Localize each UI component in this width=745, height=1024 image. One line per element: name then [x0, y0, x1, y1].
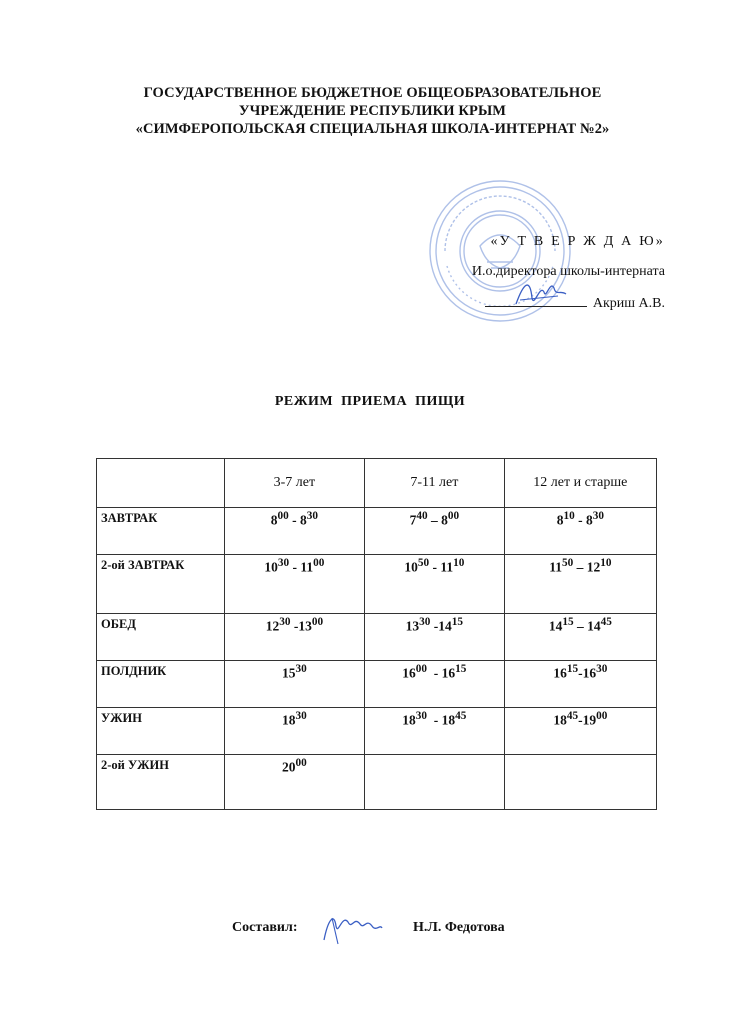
time-start-hour: 8 [556, 512, 564, 528]
time-start-hour: 16 [402, 665, 416, 681]
time-cell [504, 708, 656, 755]
organization-header [0, 84, 745, 138]
meal-name-cell: ЗАВТРАК [97, 508, 225, 555]
time-end-hour: 8 [585, 512, 593, 528]
time-end-minutes: 15 [455, 663, 467, 675]
time-cell [224, 708, 364, 755]
time-start-hour: 7 [409, 512, 417, 528]
time-start-minutes: 00 [415, 663, 428, 675]
time-separator: - [290, 618, 299, 634]
time-end-hour: 8 [300, 512, 307, 528]
time-cell [504, 661, 656, 708]
time-start-hour: 11 [549, 559, 562, 575]
time-separator: – [427, 512, 442, 528]
time-separator: – [573, 618, 588, 634]
approval-block [472, 232, 665, 314]
time-start-minutes: 30 [419, 616, 431, 628]
time-cell [365, 661, 505, 708]
meal-name-cell: УЖИН [97, 708, 225, 755]
time-cell [504, 755, 656, 810]
time-cell [365, 614, 505, 661]
time-end-hour: 8 [441, 512, 448, 528]
time-start-minutes: 30 [295, 663, 307, 675]
time-start-minutes: 30 [415, 710, 428, 722]
compiler-signature-icon [318, 906, 386, 948]
time-start-minutes: 15 [566, 663, 579, 675]
time-start-hour: 14 [548, 618, 563, 634]
time-end-hour: 16 [441, 665, 456, 681]
time-end-hour: 18 [441, 712, 456, 728]
time-start-hour: 20 [282, 759, 296, 775]
time-end-hour: 14 [438, 618, 452, 634]
org-line-1: ГОСУДАРСТВЕННОЕ БЮДЖЕТНОЕ ОБЩЕОБРАЗОВАТЕЛЬНОЕ [143, 85, 602, 101]
time-start-minutes: 30 [277, 557, 290, 569]
time-start-hour: 10 [264, 559, 278, 575]
compiled-by-label: Составил: [232, 920, 298, 935]
time-cell [365, 708, 505, 755]
time-start-minutes: 50 [561, 557, 574, 569]
time-separator: - [289, 559, 301, 575]
time-end-minutes: 30 [306, 510, 318, 522]
time-start-minutes: 50 [417, 557, 430, 569]
meal-name-cell: 2-ой ЗАВТРАК [97, 555, 225, 614]
time-start-hour: 18 [553, 712, 567, 728]
time-end-hour: 13 [298, 618, 312, 634]
approval-name: Акриш А.В. [592, 296, 665, 311]
director-signature-icon [510, 274, 570, 314]
time-start-minutes: 00 [295, 757, 307, 769]
org-line-2: УЧРЕЖДЕНИЕ РЕСПУБЛИКИ КРЫМ [238, 103, 507, 119]
time-end-hour: 12 [586, 559, 601, 575]
time-separator: - [578, 712, 583, 728]
meal-name-cell: ОБЕД [97, 614, 225, 661]
time-separator: - [429, 559, 441, 575]
table-row [97, 708, 657, 755]
document-title: РЕЖИМ ПРИЕМА ПИЩИ [274, 394, 466, 409]
time-start-hour: 10 [404, 559, 418, 575]
time-cell [504, 508, 656, 555]
meal-name-cell: ПОЛДНИК [97, 661, 225, 708]
time-end-hour: 19 [582, 712, 597, 728]
time-start-minutes: 00 [277, 510, 289, 522]
time-start-hour: 18 [282, 712, 296, 728]
time-start-minutes: 45 [566, 710, 579, 722]
time-cell [365, 555, 505, 614]
time-end-minutes: 00 [447, 510, 460, 522]
time-end-minutes: 45 [600, 616, 612, 628]
header-cell-age-3-7: 3-7 лет [224, 459, 364, 508]
time-start-minutes: 10 [563, 510, 575, 522]
time-separator: – [573, 559, 587, 575]
time-end-minutes: 45 [455, 710, 467, 722]
time-start-minutes: 30 [279, 616, 291, 628]
time-start-minutes: 40 [416, 510, 428, 522]
time-end-hour: 11 [440, 559, 454, 575]
time-start-hour: 12 [265, 618, 280, 634]
table-header-row [97, 459, 657, 508]
table-row [97, 661, 657, 708]
time-cell [224, 508, 364, 555]
time-cell [224, 661, 364, 708]
time-cell [365, 755, 505, 810]
time-separator: - [574, 512, 586, 528]
time-cell [504, 614, 656, 661]
time-end-minutes: 00 [311, 616, 324, 628]
header-cell-age-7-11: 7-11 лет [365, 459, 505, 508]
time-start-hour: 16 [553, 665, 567, 681]
time-cell [365, 508, 505, 555]
time-separator: - [427, 712, 442, 728]
meal-name-cell: 2-ой УЖИН [97, 755, 225, 810]
time-start-hour: 18 [402, 712, 416, 728]
time-end-minutes: 30 [592, 510, 604, 522]
approval-signature-line [472, 292, 665, 314]
header-cell-empty [97, 459, 225, 508]
time-end-minutes: 30 [596, 663, 608, 675]
time-cell [224, 755, 364, 810]
approval-title: «У Т В Е Р Ж Д А Ю» [490, 234, 665, 249]
meal-schedule-table [96, 458, 657, 810]
time-start-hour: 13 [405, 618, 420, 634]
org-line-3: «СИМФЕРОПОЛЬСКАЯ СПЕЦИАЛЬНАЯ ШКОЛА-ИНТЕРНАТ №2» [135, 121, 610, 137]
table-row [97, 508, 657, 555]
time-separator: - [288, 512, 300, 528]
time-end-hour: 11 [300, 559, 314, 575]
time-end-minutes: 00 [596, 710, 608, 722]
time-start-hour: 15 [282, 665, 296, 681]
time-end-hour: 16 [582, 665, 597, 681]
time-start-minutes: 15 [562, 616, 574, 628]
approval-role: И.о.директора школы-интерната [471, 264, 665, 279]
compiler-name: Н.Л. Федотова [413, 920, 505, 935]
time-end-minutes: 10 [453, 557, 465, 569]
time-cell [224, 614, 364, 661]
time-separator: - [427, 665, 442, 681]
time-end-minutes: 15 [451, 616, 464, 628]
time-end-hour: 14 [587, 618, 601, 634]
time-cell [504, 555, 656, 614]
time-separator: - [578, 665, 583, 681]
table-row [97, 614, 657, 661]
time-separator: - [430, 618, 439, 634]
time-start-hour: 8 [270, 512, 278, 528]
time-end-minutes: 10 [600, 557, 612, 569]
time-end-minutes: 00 [313, 557, 325, 569]
time-start-minutes: 30 [295, 710, 307, 722]
table-row [97, 755, 657, 810]
time-cell [224, 555, 364, 614]
header-cell-age-12-plus: 12 лет и старше [504, 459, 656, 508]
table-row [97, 555, 657, 614]
